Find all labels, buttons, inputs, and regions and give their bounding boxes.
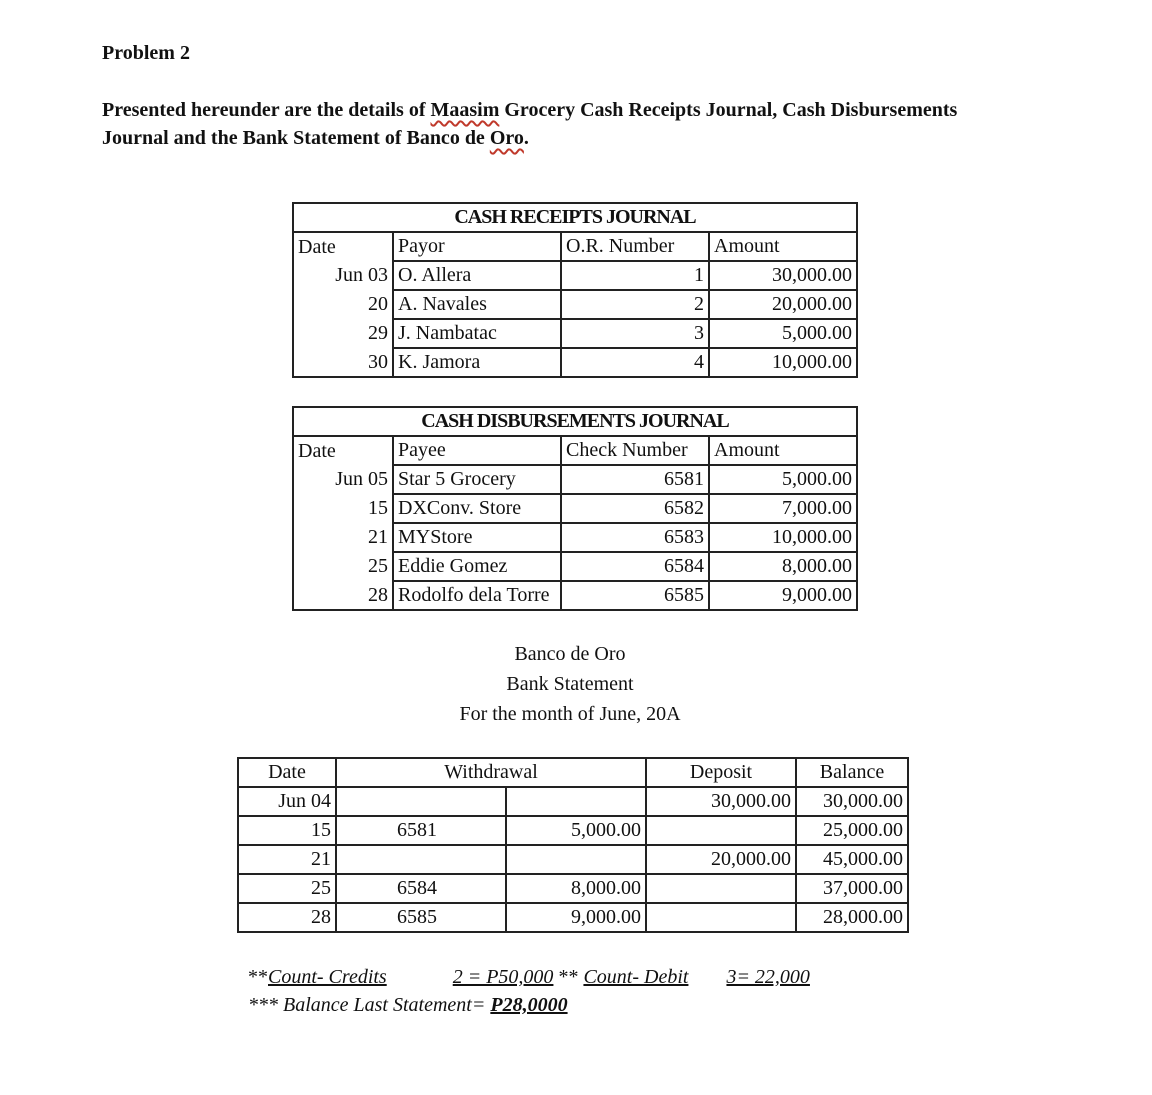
bank-check (336, 787, 506, 816)
crj-amount: 10,000.00 (709, 348, 857, 377)
note-balance-value: P28,0000 (490, 994, 568, 1016)
cdj-amount: 10,000.00 (709, 523, 857, 552)
note-credits-value: 2 = P50,000 (452, 966, 554, 988)
cdj-header-date: Date (293, 436, 393, 465)
cdj-header-amount: Amount (709, 436, 857, 465)
bank-date: Jun 04 (238, 787, 336, 816)
cash-disbursements-journal (292, 406, 858, 611)
table-row (238, 816, 908, 845)
crj-header-amount: Amount (709, 232, 857, 261)
table-row (293, 261, 857, 290)
bank-balance: 28,000.00 (796, 903, 908, 932)
intro-paragraph (102, 96, 962, 152)
cdj-date: 15 (293, 494, 393, 523)
table-row (293, 290, 857, 319)
bank-withdrawal (506, 787, 646, 816)
table-row (293, 319, 857, 348)
problem-title: Problem 2 (102, 42, 190, 64)
table-row (238, 845, 908, 874)
note-stars: ** (248, 966, 268, 988)
cdj-check: 6583 (561, 523, 709, 552)
crj-date: 30 (293, 348, 393, 377)
bank-check: 6581 (336, 816, 506, 845)
table-row (293, 552, 857, 581)
cdj-check: 6582 (561, 494, 709, 523)
cdj-payee: MYStore (393, 523, 561, 552)
bank-header-deposit: Deposit (646, 758, 796, 787)
bank-withdrawal: 5,000.00 (506, 816, 646, 845)
table-row (238, 874, 908, 903)
intro-pre: Presented hereunder are the details of (102, 99, 431, 121)
crj-amount: 20,000.00 (709, 290, 857, 319)
bank-header-withdrawal: Withdrawal (336, 758, 646, 787)
bank-balance: 25,000.00 (796, 816, 908, 845)
bank-balance: 37,000.00 (796, 874, 908, 903)
cdj-amount: 8,000.00 (709, 552, 857, 581)
table-row (293, 348, 857, 377)
note-count-credits: Count- Credits (268, 966, 387, 988)
bank-deposit: 30,000.00 (646, 787, 796, 816)
note-balance-line (248, 994, 568, 1017)
crj-amount: 5,000.00 (709, 319, 857, 348)
cdj-payee: Star 5 Grocery (393, 465, 561, 494)
cdj-date: 21 (293, 523, 393, 552)
cdj-date: 28 (293, 581, 393, 610)
crj-date: 20 (293, 290, 393, 319)
note-debit-value: 3= 22,000 (726, 966, 810, 988)
bank-deposit: 20,000.00 (646, 845, 796, 874)
bank-withdrawal: 8,000.00 (506, 874, 646, 903)
intro-end: . (523, 127, 529, 149)
note-count-line (248, 966, 810, 989)
crj-payor: A. Navales (393, 290, 561, 319)
intro-oro: Oro (489, 127, 524, 149)
cdj-date: Jun 05 (293, 465, 393, 494)
bank-statement-table (237, 757, 909, 933)
crj-payor: J. Nambatac (393, 319, 561, 348)
cdj-check: 6584 (561, 552, 709, 581)
bank-date: 25 (238, 874, 336, 903)
cdj-amount: 9,000.00 (709, 581, 857, 610)
bank-date: 15 (238, 816, 336, 845)
cdj-title: CASH DISBURSEMENTS JOURNAL (293, 407, 857, 436)
bank-period: For the month of June, 20A (459, 703, 681, 725)
bank-balance: 45,000.00 (796, 845, 908, 874)
bank-deposit (646, 903, 796, 932)
crj-or: 2 (561, 290, 709, 319)
crj-or: 1 (561, 261, 709, 290)
crj-payor: O. Allera (393, 261, 561, 290)
cdj-payee: DXConv. Store (393, 494, 561, 523)
cdj-check: 6581 (561, 465, 709, 494)
table-row (293, 465, 857, 494)
cdj-header-payee: Payee (393, 436, 561, 465)
cdj-header-check-number: Check Number (561, 436, 709, 465)
bank-check: 6584 (336, 874, 506, 903)
bank-deposit (646, 874, 796, 903)
crj-header-payor: Payor (393, 232, 561, 261)
table-row (238, 903, 908, 932)
bank-withdrawal (506, 845, 646, 874)
bank-header-date: Date (238, 758, 336, 787)
crj-date: 29 (293, 319, 393, 348)
cdj-amount: 5,000.00 (709, 465, 857, 494)
crj-or: 4 (561, 348, 709, 377)
cdj-payee: Rodolfo dela Torre (393, 581, 561, 610)
crj-payor: K. Jamora (393, 348, 561, 377)
cdj-check: 6585 (561, 581, 709, 610)
bank-header-balance: Balance (796, 758, 908, 787)
table-row (293, 581, 857, 610)
crj-header-date: Date (293, 232, 393, 261)
table-row (238, 787, 908, 816)
crj-header-or-number: O.R. Number (561, 232, 709, 261)
cdj-amount: 7,000.00 (709, 494, 857, 523)
cash-receipts-journal (292, 202, 858, 378)
bank-date: 28 (238, 903, 336, 932)
bank-date: 21 (238, 845, 336, 874)
note-balance-label: *** Balance Last Statement= (248, 994, 491, 1016)
bank-check: 6585 (336, 903, 506, 932)
note-count-debit: Count- Debit (583, 966, 689, 988)
cdj-date: 25 (293, 552, 393, 581)
bank-balance: 30,000.00 (796, 787, 908, 816)
table-row (293, 523, 857, 552)
crj-amount: 30,000.00 (709, 261, 857, 290)
intro-mid: Grocery Cash Receipts Journal, Cash Disbursements Journal and the Bank Statement of Banco de (102, 99, 958, 149)
bank-name: Banco de Oro (514, 643, 626, 665)
intro-maasim: Maasim (430, 99, 500, 121)
bank-withdrawal: 9,000.00 (506, 903, 646, 932)
crj-or: 3 (561, 319, 709, 348)
bank-deposit (646, 816, 796, 845)
cdj-payee: Eddie Gomez (393, 552, 561, 581)
note-stars-2: ** (553, 966, 584, 988)
table-row (293, 494, 857, 523)
crj-date: Jun 03 (293, 261, 393, 290)
crj-title: CASH RECEIPTS JOURNAL (293, 203, 857, 232)
bank-statement-title: Bank Statement (506, 673, 634, 695)
bank-check (336, 845, 506, 874)
